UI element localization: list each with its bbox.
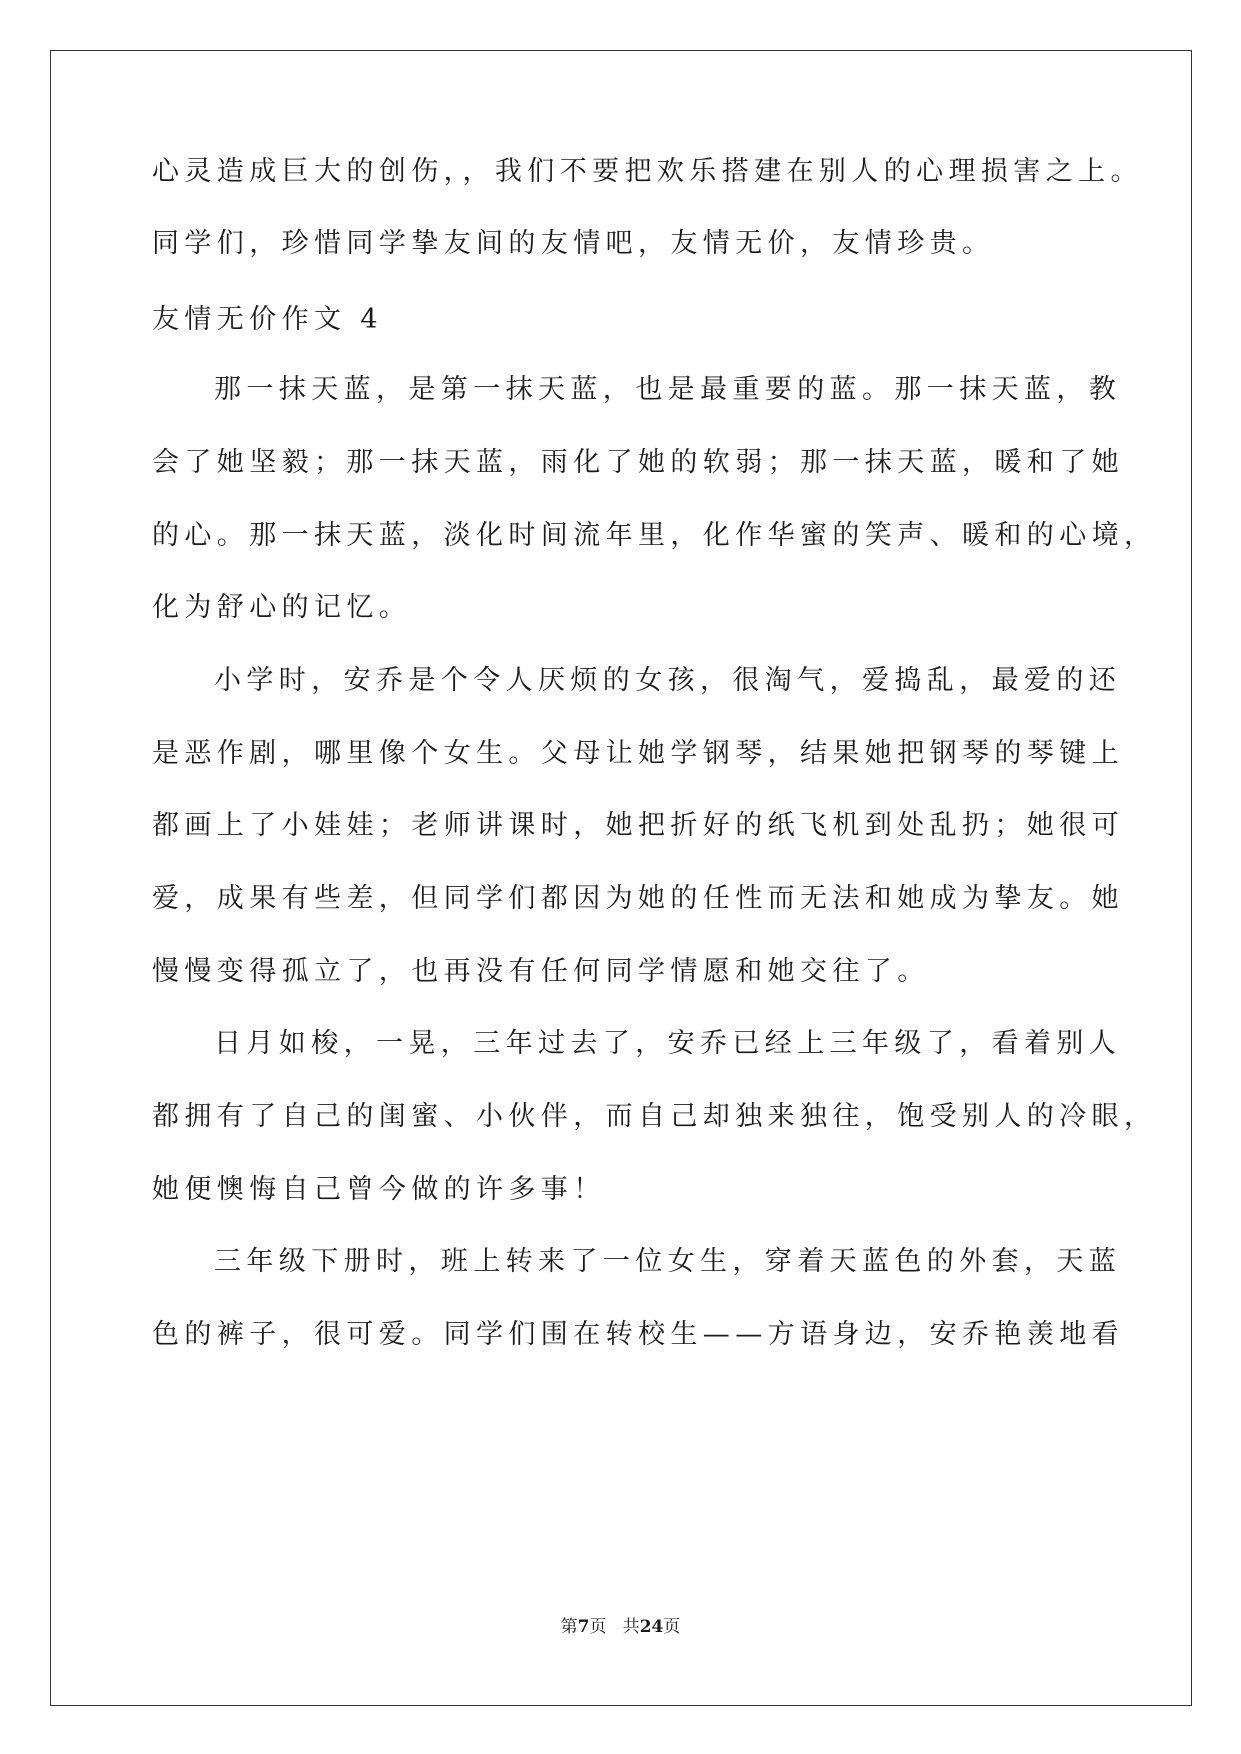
page-border — [50, 50, 1192, 1706]
section-heading: 友情无价作文 4 — [152, 304, 383, 335]
page-total: 24 — [639, 1617, 664, 1637]
page-prefix: 第 — [560, 1617, 578, 1637]
page-middle: 页 共 — [589, 1617, 640, 1637]
text-line: 三年级下册时，班上转来了一位女生，穿着天蓝色的外套，天蓝 — [214, 1246, 1122, 1277]
text-line: 那一抹天蓝，是第一抹天蓝，也是最重要的蓝。那一抹天蓝，教 — [214, 374, 1122, 405]
text-line: 爱，成果有些差，但同学们都因为她的任性而无法和她成为挚友。她 — [152, 883, 1124, 914]
text-line: 都画上了小娃娃；老师讲课时，她把折好的纸飞机到处乱扔；她很可 — [152, 810, 1124, 841]
text-line: 是恶作剧，哪里像个女生。父母让她学钢琴，结果她把钢琴的琴键上 — [152, 738, 1124, 769]
text-line: 同学们，珍惜同学挚友间的友情吧，友情无价，友情珍贵。 — [152, 228, 995, 259]
text-line: 的心。那一抹天蓝，淡化时间流年里，化作华蜜的笑声、暖和的心境， — [152, 520, 1157, 551]
text-line: 日月如梭，一晃，三年过去了，安乔已经上三年级了，看着别人 — [214, 1028, 1122, 1059]
text-line: 会了她坚毅；那一抹天蓝，雨化了她的软弱；那一抹天蓝，暖和了她 — [152, 447, 1124, 478]
page-footer — [0, 1615, 1241, 1639]
text-line: 都拥有了自己的闺蜜、小伙伴，而自己却独来独往，饱受别人的冷眼， — [152, 1101, 1157, 1132]
text-line: 心灵造成巨大的创伤，，我们不要把欢乐搭建在别人的心理损害之上。 — [152, 156, 1143, 187]
text-line: 慢慢变得孤立了，也再没有任何同学情愿和她交往了。 — [152, 956, 930, 987]
text-line: 色的裤子，很可爱。同学们围在转校生——方语身边，安乔艳羡地看 — [152, 1319, 1124, 1350]
text-line: 小学时，安乔是个令人厌烦的女孩，很淘气，爱捣乱，最爱的还 — [214, 665, 1122, 696]
page-suffix: 页 — [663, 1617, 681, 1637]
text-line: 化为舒心的记忆。 — [152, 592, 412, 623]
page-current: 7 — [577, 1617, 590, 1637]
text-line: 她便懊悔自己曾今做的许多事！ — [152, 1174, 606, 1205]
